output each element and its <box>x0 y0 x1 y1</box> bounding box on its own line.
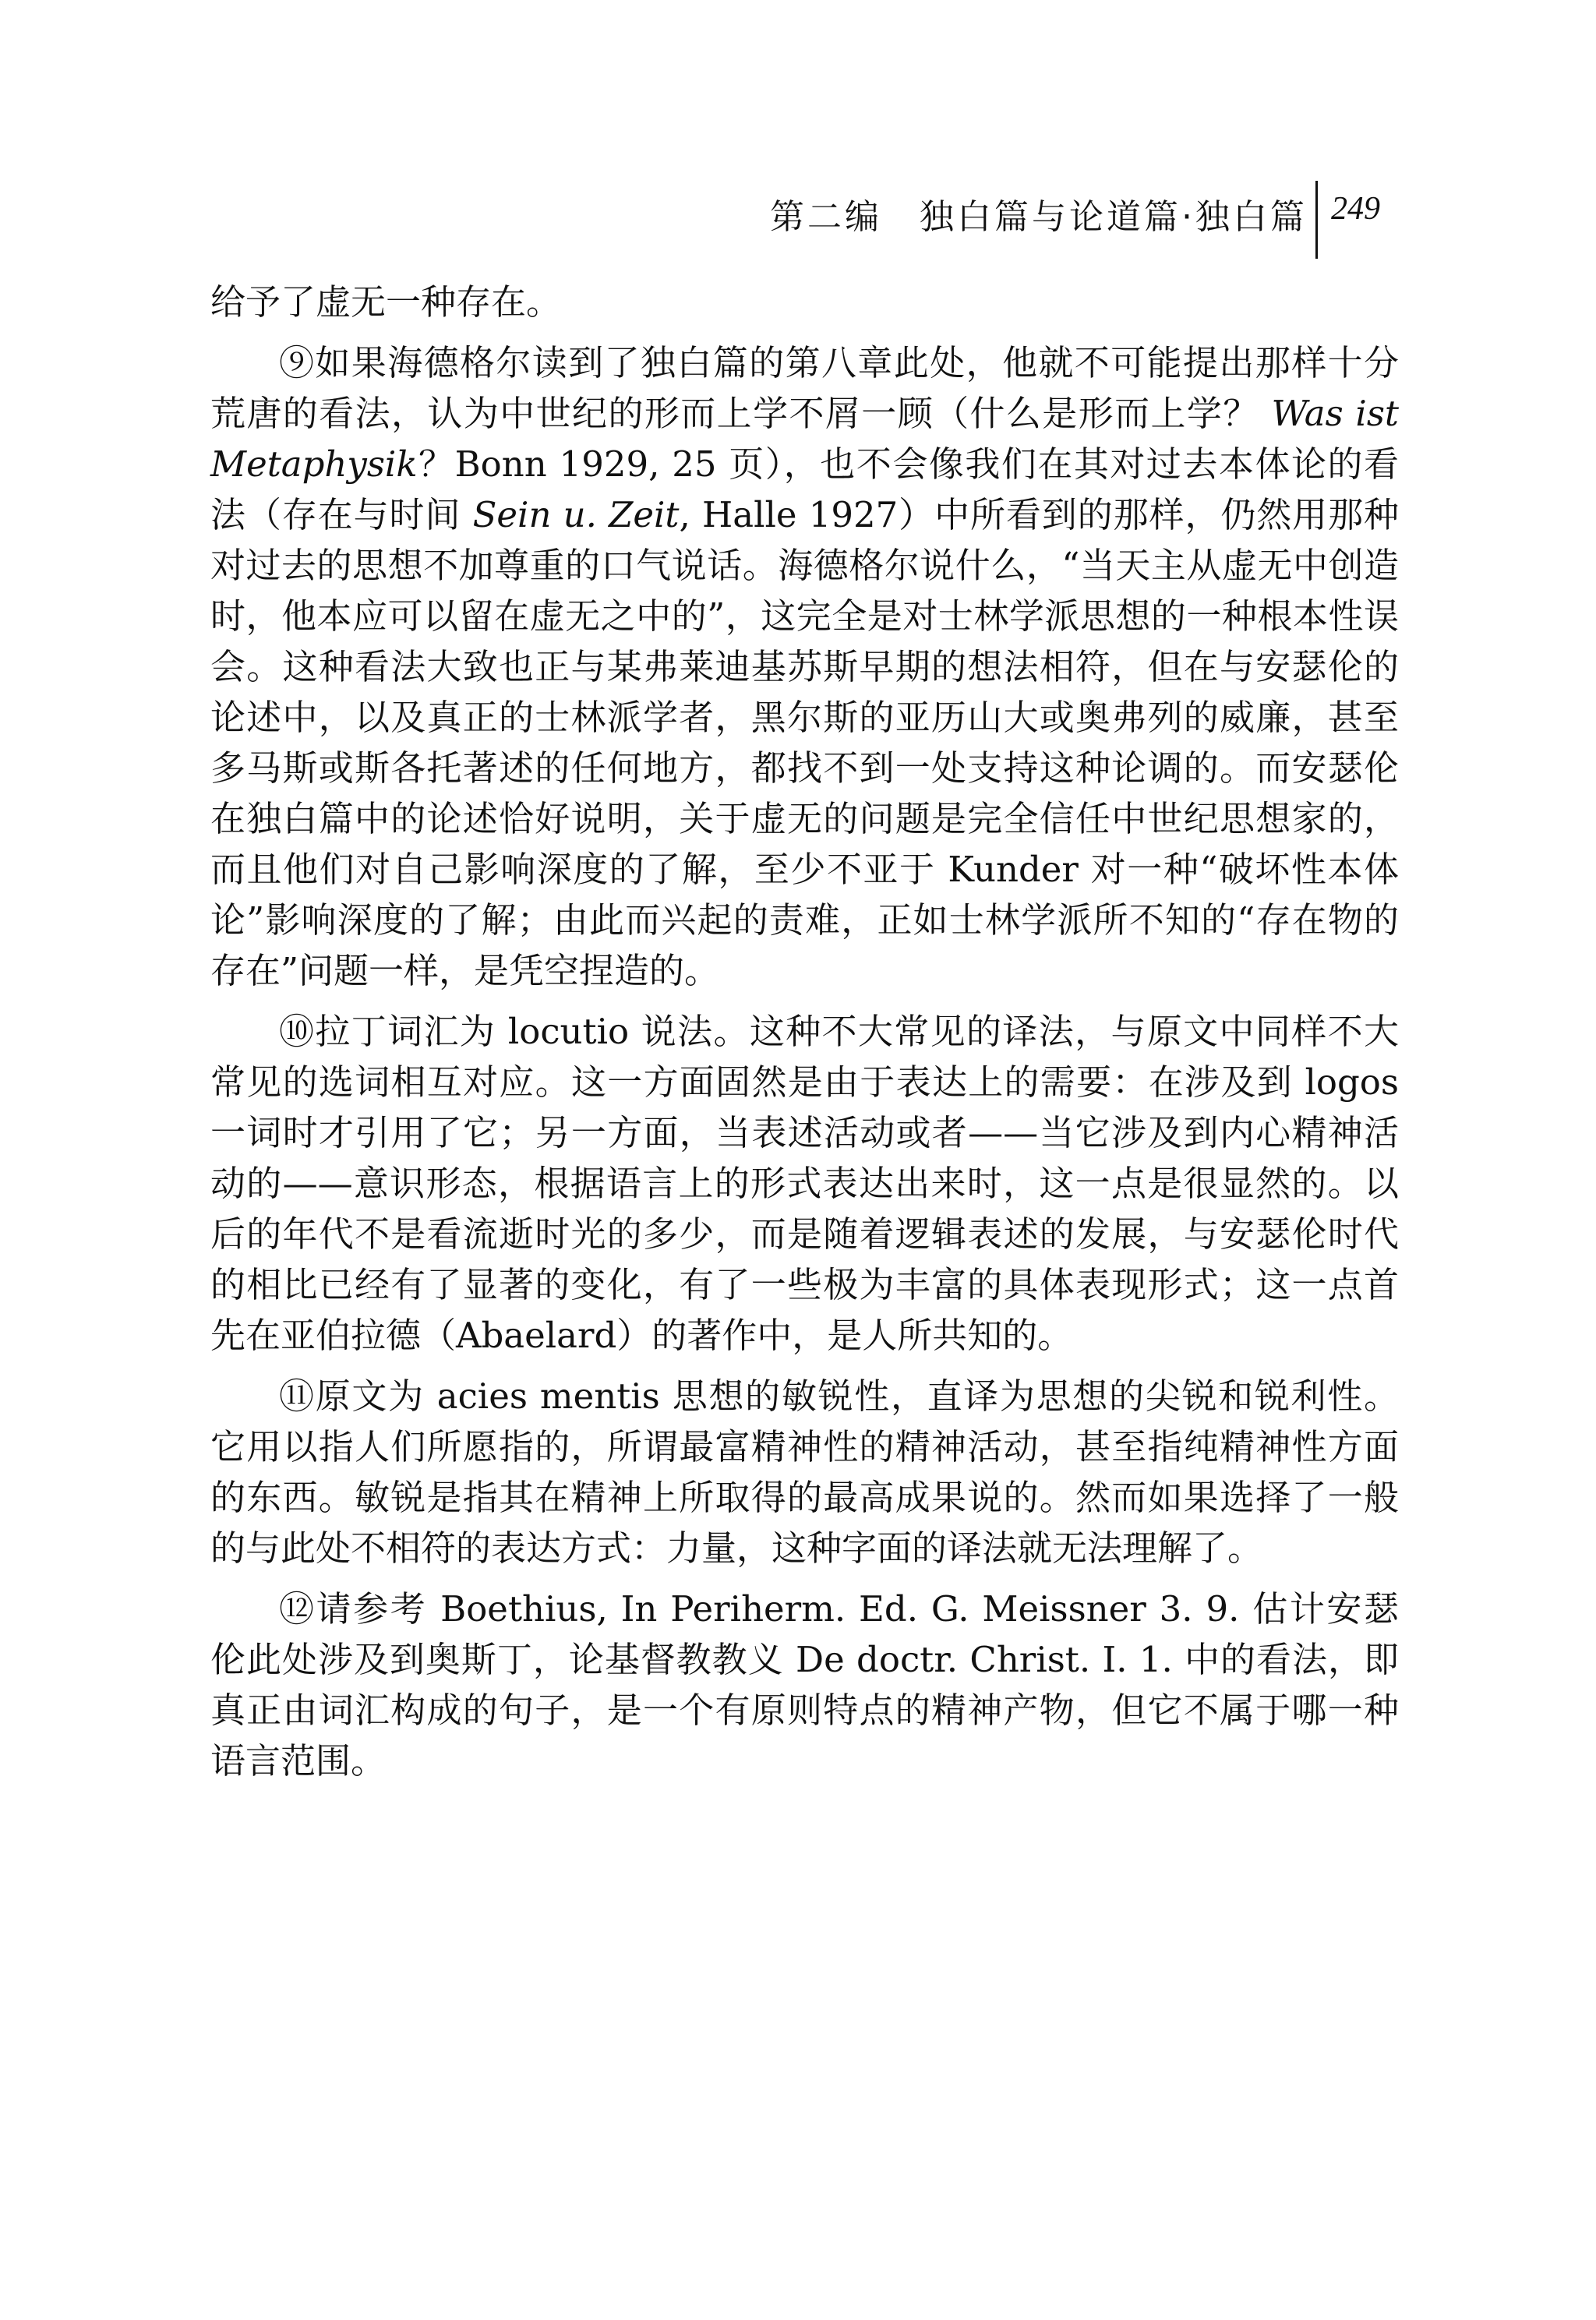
book-title-was-ist-metaphysik: Was ist Metaphysik <box>210 393 1399 485</box>
page-number: 249 <box>1331 191 1380 227</box>
text-segment: 给予了虚无一种存在。 <box>210 281 562 323</box>
paragraph-continuation <box>210 277 1399 327</box>
running-header <box>0 181 1596 267</box>
header-divider <box>1315 181 1318 259</box>
text-segment: ？Bonn 1929, 25 页），也不会像我们在其对过去本体论的看法（存在与时间 <box>210 443 1399 535</box>
footnote-11 <box>210 1371 1399 1573</box>
footnote-10 <box>210 1006 1399 1361</box>
footnote-12 <box>210 1584 1399 1786</box>
text-segment: ⑪原文为 acies mentis 思想的敏锐性，直译为思想的尖锐和锐利性。它用以指人们所愿指的，所谓最富精神性的精神活动，甚至指纯精神性方面的东西。敏锐是指其在精神上所取得的最高成果说的。然而如果选择了一般的与此处不相符的表达方式：力量，这种字面的译法就无法理解了。 <box>210 1375 1399 1569</box>
page-body <box>210 277 1399 1796</box>
text-segment: ⑫请参考 Boethius, In Periherm. Ed. G. Meissner 3. 9. 估计安瑟伦此处涉及到奥斯丁，论基督教教义 De doctr. Christ. I. 1. 中的看法，即真正由词汇构成的句子，是一个有原则特点的精神产物，但它不属于哪一种语言范围。 <box>210 1588 1399 1781</box>
running-title: 第二编 独白篇与论道篇·独白篇 <box>770 197 1308 237</box>
text-segment: ⑨如果海德格尔读到了独白篇的第八章此处，他就不可能提出那样十分荒唐的看法，认为中世纪的形而上学不屑一顾（什么是形而上学？ <box>210 342 1399 434</box>
footnote-9 <box>210 337 1399 996</box>
text-segment: ⑩拉丁词汇为 locutio 说法。这种不大常见的译法，与原文中同样不大常见的选词相互对应。这一方面固然是由于表达上的需要：在涉及到 logos 一词时才引用了它；另一方面，当表述活动或者——当它涉及到内心精神活动的——意识形态，根据语言上的形式表达出来时，这一点是很显然的。以后的年代不是看流逝时光的多少，而是随着逻辑表述的发展，与安瑟伦时代的相比已经有了显著的变化，有了一些极为丰富的具体表现形式；这一点首先在亚伯拉德（Abaelard）的著作中，是人所共知的。 <box>210 1011 1399 1356</box>
text-segment: , Halle 1927）中所看到的那样，仍然用那种对过去的思想不加尊重的口气说话。海德格尔说什么，“当天主从虚无中创造时，他本应可以留在虚无之中的”，这完全是对士林学派思想的一种根本性误会。这种看法大致也正与某弗莱迪基苏斯早期的想法相符，但在与安瑟伦的论述中，以及真正的士林派学者，黑尔斯的亚历山大或奥弗列的威廉，甚至多马斯或斯各托著述的任何地方，都找不到一处支持这种论调的。而安瑟伦在独白篇中的论述恰好说明，关于虚无的问题是完全信任中世纪思想家的，而且他们对自己影响深度的了解，至少不亚于 Kunder 对一种“破坏性本体论”影响深度的了解；由此而兴起的责难，正如士林学派所不知的“存在物的存在”问题一样，是凭空捏造的。 <box>210 494 1399 991</box>
book-title-sein-und-zeit: Sein u. Zeit <box>472 494 680 535</box>
